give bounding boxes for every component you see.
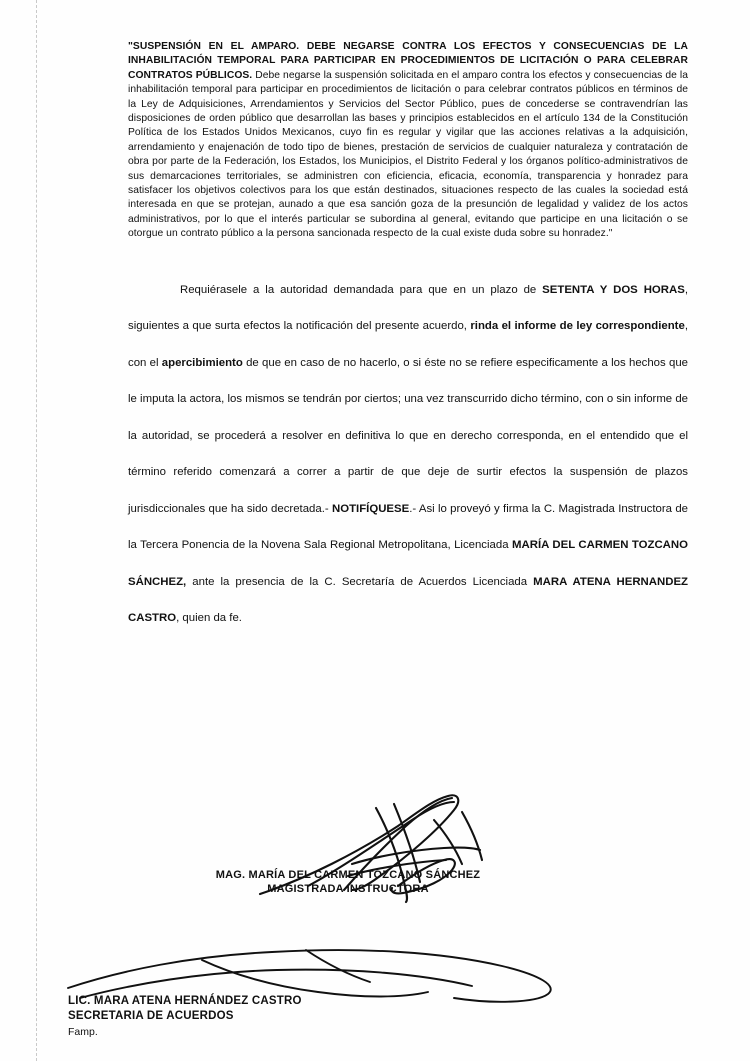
body-emphasis-notifiquese: NOTIFÍQUESE [332,502,410,515]
body-emphasis-setenta-y-dos-horas: SETENTA Y DOS HORAS [542,283,685,296]
body-text-6: ante la presencia de la C. Secretaría de Acuerdos Licenciada [186,575,534,588]
magistrate-name-block [48,868,648,896]
secretary-name-line: LIC. MARA ATENA HERNÁNDEZ CASTRO [68,995,302,1007]
body-emphasis-secretaria-name: MARA ATENA HERNANDEZ CASTRO [128,575,689,625]
quoted-thesis-paragraph [128,40,688,242]
body-text-2: , siguientes a que surta efectos la notificación del presente acuerdo, [128,283,689,333]
secretary-name-block [68,994,302,1023]
body-emphasis-magistrada-name: MARÍA DEL CARMEN TOZCANO SÁNCHEZ, [128,539,688,588]
body-text-1: Requiérasele a la autoridad demandada para que en un plazo de [180,283,543,296]
body-text-7: , quien da fe. [176,612,242,625]
resolution-paragraph [128,272,688,637]
quoted-thesis-body: Debe negarse la suspensión solicitada en el amparo contra los efectos y consecuencias de la inhabilitación temporal para participar en procedimientos de licitación o para celebrar contratos públicos en términos de la Ley de Adquisiciones, Arrendamientos y Servicios del Sector Público, pues de concederse se contravendrían las disposiciones de orden público que desarrollan las bases y principios establecidos en el artículo 134 de la Constitución Política de los Estados Unidos Mexicanos, cuyo fin es regular y vigilar que las acciones relativas a la adquisición, arrendamiento y enajenación de todo tipo de bienes, prestación de servicios de cualquier naturaleza y contratación de obra por parte de la Federación, los Estados, los Municipios, el Distrito Federal y los órganos político-administrativos de sus demarcaciones territoriales, se administren con eficiencia, eficacia, economía, transparencia y honradez para satisfacer los objetivos colectivos para los que están destinados, situaciones respecto de las cuales la sociedad está interesada en que se protejan, aunado a que esa sanción goza de la presunción de legalidad y validez de los actos administrativos, por lo que el interés particular se subordina al general, evitando que participe en una licitación o se otorgue un contrato público a la persona sancionada respecto de la cual existe duda sobre su honradez." [128,69,689,240]
body-emphasis-informe-de-ley: rinda el informe de ley correspondiente [470,320,685,333]
secretary-signature-area [62,940,702,1050]
magistrate-signature-area [128,790,688,930]
body-text-5: .- Asi lo proveyó y firma la C. Magistrada Instructora de la Tercera Ponencia de la Novena Sala Regional Metropolitana, Licenciada [128,502,688,552]
body-text-4: de que en caso de no hacerlo, o si éste no se refiere especificamente a los hechos que le imputa la actora, los mismos se tendrán por ciertos; una vez transcurrido dicho término, con o sin informe de la autoridad, se procederá a resolver en definitiva lo que en derecho corresponda, en el entendido que el término referido comenzará a correr a partir de que deje de surtir efectos la suspensión de plazos jurisdiccionales que ha sido decretada.- [128,356,688,515]
body-emphasis-apercibimiento: apercibimiento [161,356,243,369]
document-footer-initials: Famp. [68,1026,98,1038]
secretary-title-line: SECRETARIA DE ACUERDOS [68,1009,234,1022]
margin-guide-line [36,0,38,1061]
body-text-3: , con el [128,320,688,369]
document-content [128,40,688,637]
magistrate-title-line: MAGISTRADA INSTRUCTORA [267,883,429,895]
magistrate-name-line: MAG. MARÍA DEL CARMEN TOZCANO SÁNCHEZ [215,869,481,881]
quoted-thesis-heading: "SUSPENSIÓN EN EL AMPARO. DEBE NEGARSE CONTRA LOS EFECTOS Y CONSECUENCIAS DE LA INHABILITACIÓN TEMPORAL PARA PARTICIPAR EN PROCEDIMIENTOS DE LICITACIÓN O PARA CELEBRAR CONTRATOS PÚBLICOS. [128,41,688,81]
